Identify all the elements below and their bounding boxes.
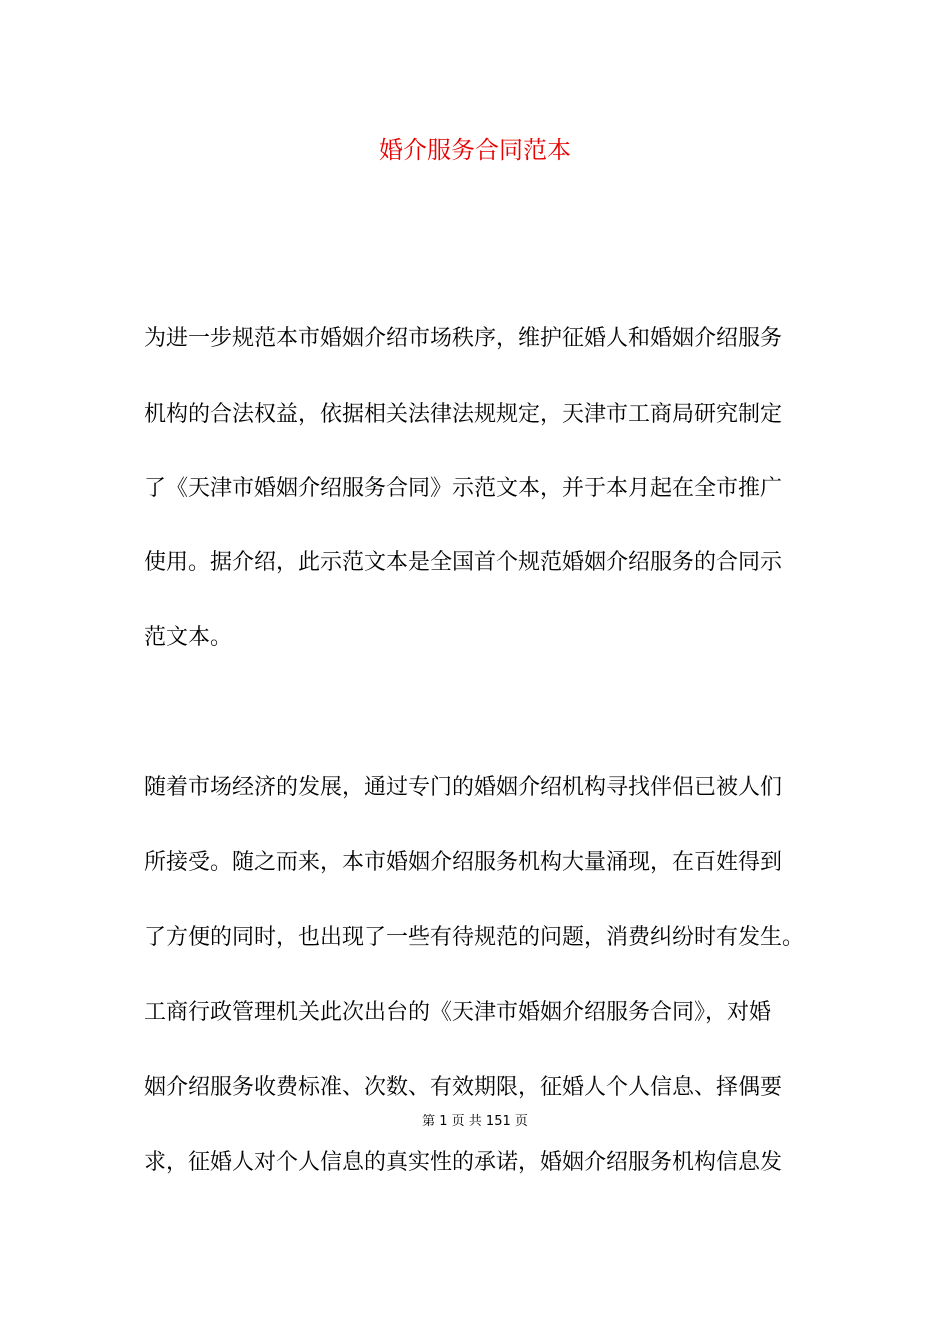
paragraph-1-line-1: 为进一步规范本市婚姻介绍市场秩序，维护征婚人和婚姻介绍服务	[144, 326, 783, 351]
paragraph-2-line-4: 工商行政管理机关此次出台的《天津市婚姻介绍服务合同》，对婚	[144, 1000, 772, 1025]
paragraph-2-line-6: 求，征婚人对个人信息的真实性的承诺，婚姻介绍服务机构信息发	[144, 1150, 783, 1175]
paragraph-1-line-5: 范文本。	[144, 625, 233, 650]
page-number-footer: 第 1 页 共 151 页	[422, 1114, 528, 1129]
document-title: 婚介服务合同范本	[379, 136, 571, 164]
paragraph-2-line-1: 随着市场经济的发展，通过专门的婚姻介绍机构寻找伴侣已被人们	[144, 775, 783, 800]
paragraph-2-line-5: 姻介绍服务收费标准、次数、有效期限，征婚人个人信息、择偶要	[144, 1075, 783, 1100]
paragraph-2-line-2: 所接受。随之而来，本市婚姻介绍服务机构大量涌现，在百姓得到	[144, 850, 783, 875]
paragraph-2-line-3: 了方便的同时，也出现了一些有待规范的问题，消费纠纷时有发生。	[144, 925, 805, 950]
paragraph-1-line-2: 机构的合法权益，依据相关法律法规规定，天津市工商局研究制定	[144, 402, 783, 427]
paragraph-1-line-3: 了《天津市婚姻介绍服务合同》示范文本，并于本月起在全市推广	[144, 476, 783, 501]
paragraph-1-line-4: 使用。据介绍，此示范文本是全国首个规范婚姻介绍服务的合同示	[144, 550, 783, 575]
